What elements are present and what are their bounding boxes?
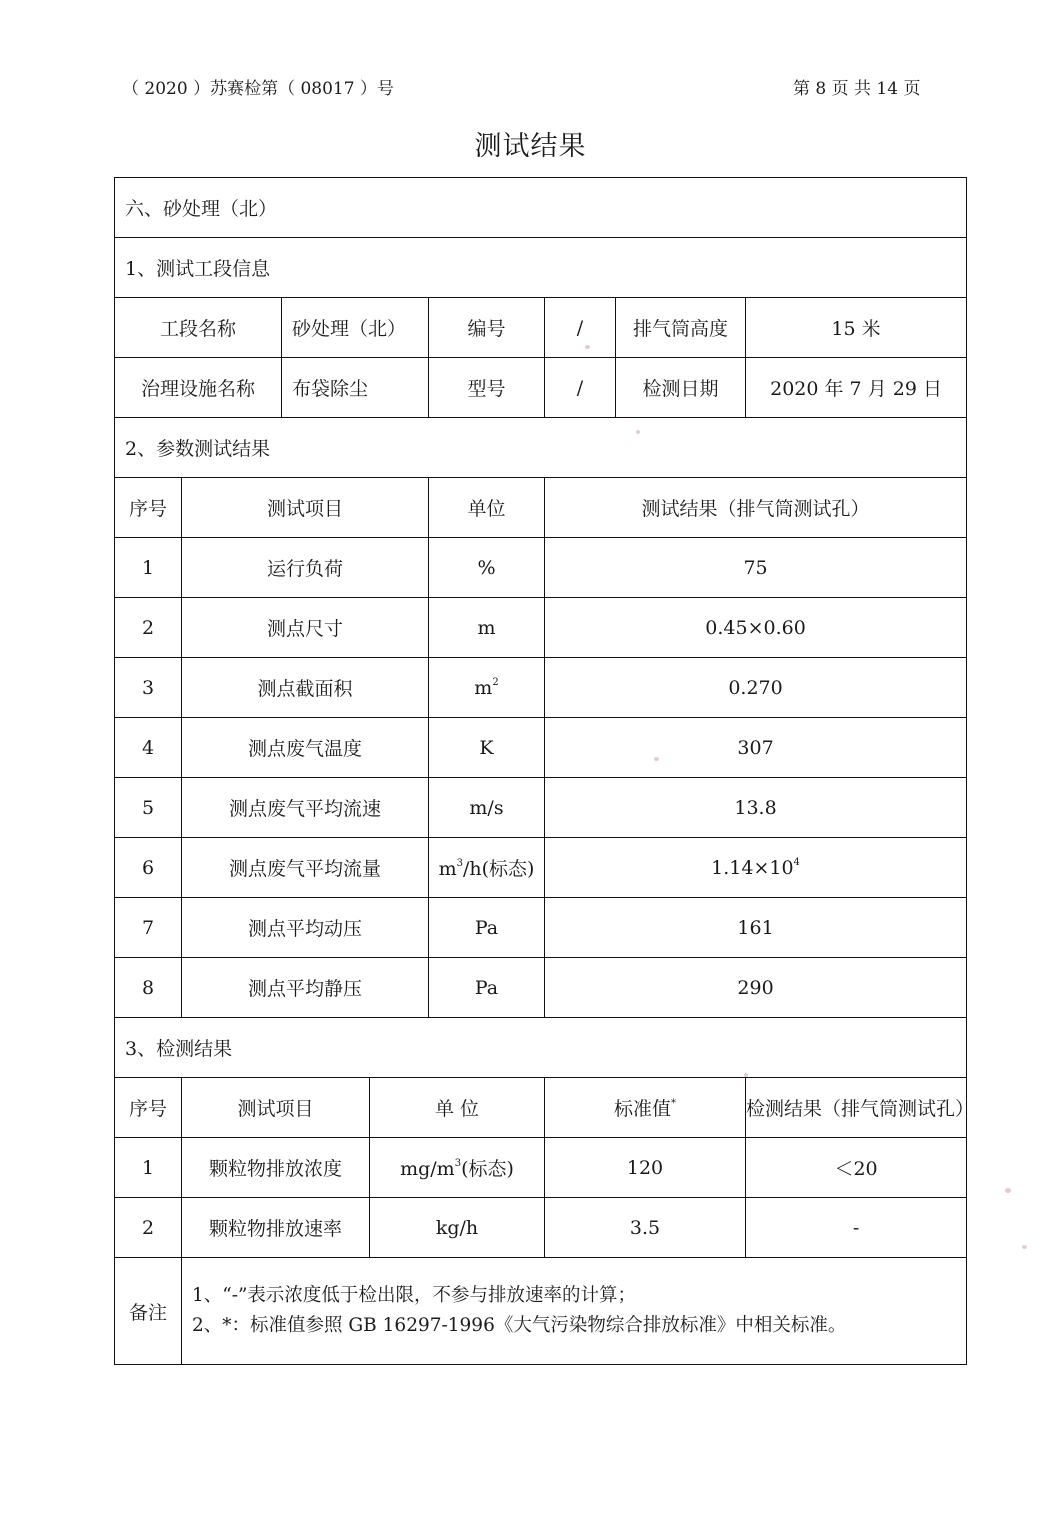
row-result: -: [746, 1198, 967, 1258]
row-item: 测点废气平均流量: [182, 838, 429, 898]
table-row: [115, 1138, 967, 1198]
column-header: 单 位: [370, 1078, 545, 1138]
row-number: 1: [115, 1138, 182, 1198]
row-number: 8: [115, 958, 182, 1018]
row-item: 测点废气温度: [182, 718, 429, 778]
table-row: [115, 778, 967, 838]
info-label: 检测日期: [616, 358, 746, 418]
row-number: 2: [115, 1198, 182, 1258]
note-line: 2、*：标准值参照 GB 16297-1996《大气污染物综合排放标准》中相关标准。: [192, 1315, 847, 1336]
row-item: 测点平均动压: [182, 898, 429, 958]
scan-stain: [744, 1073, 748, 1077]
detect-heading: 3、检测结果: [115, 1018, 967, 1078]
page-info: 第 8 页 共 14 页: [793, 79, 921, 99]
row-unit: Pa: [429, 898, 545, 958]
row-item: 测点平均静压: [182, 958, 429, 1018]
params-heading: 2、参数测试结果: [115, 418, 967, 478]
params-header-row: [115, 478, 967, 538]
column-header: 单位: [429, 478, 545, 538]
row-unit: K: [429, 718, 545, 778]
info-value: 2020 年 7 月 29 日: [746, 358, 967, 418]
column-header: 测试项目: [182, 1078, 370, 1138]
column-header: 测试结果（排气筒测试孔）: [545, 478, 967, 538]
row-number: 3: [115, 658, 182, 718]
table-row: [115, 538, 967, 598]
row-number: 2: [115, 598, 182, 658]
notes-label: 备注: [115, 1258, 182, 1365]
row-item: 颗粒物排放速率: [182, 1198, 370, 1258]
row-unit: kg/h: [370, 1198, 545, 1258]
info-label: 型号: [429, 358, 545, 418]
info-row-2: [115, 358, 967, 418]
column-header: 检测结果（排气筒测试孔）: [746, 1078, 967, 1138]
row-item: 测点废气平均流速: [182, 778, 429, 838]
table-row: [115, 958, 967, 1018]
row-standard: 3.5: [545, 1198, 746, 1258]
column-header: 标准值*: [545, 1078, 746, 1138]
notes-row: [115, 1258, 967, 1365]
row-unit: m: [429, 598, 545, 658]
row-value: 0.45×0.60: [545, 598, 967, 658]
row-number: 1: [115, 538, 182, 598]
row-item: 测点截面积: [182, 658, 429, 718]
info-heading: 1、测试工段信息: [115, 238, 967, 298]
result-table: [114, 177, 975, 1365]
section-title: 六、砂处理（北）: [115, 178, 967, 238]
notes-content: [182, 1258, 967, 1365]
info-value: 15 米: [746, 298, 967, 358]
column-header: 序号: [115, 1078, 182, 1138]
scan-stain: [654, 757, 659, 761]
info-value: /: [545, 358, 616, 418]
note-line: 1、“-”表示浓度低于检出限，不参与排放速率的计算；: [192, 1285, 636, 1306]
row-item: 运行负荷: [182, 538, 429, 598]
row-result: ＜20: [746, 1138, 967, 1198]
info-label: 治理设施名称: [115, 358, 282, 418]
row-value: 13.8: [545, 778, 967, 838]
detect-header-row: [115, 1078, 967, 1138]
row-number: 4: [115, 718, 182, 778]
table-row: [115, 898, 967, 958]
row-value: 161: [545, 898, 967, 958]
row-unit: %: [429, 538, 545, 598]
info-value: /: [545, 298, 616, 358]
column-header: 测试项目: [182, 478, 429, 538]
info-label: 工段名称: [115, 298, 282, 358]
info-value: 砂处理（北）: [282, 298, 429, 358]
row-unit: m/s: [429, 778, 545, 838]
table-row: [115, 598, 967, 658]
row-unit: Pa: [429, 958, 545, 1018]
table-row: [115, 838, 967, 898]
row-unit: $mg/m^3$(标态): [370, 1138, 545, 1198]
scan-stain: [1022, 1245, 1027, 1249]
row-item: 测点尺寸: [182, 598, 429, 658]
row-value: 0.270: [545, 658, 967, 718]
row-value: $1.14\times 10^4$: [545, 838, 967, 898]
row-item: 颗粒物排放浓度: [182, 1138, 370, 1198]
row-unit: $m^3/h$(标态): [429, 838, 545, 898]
table-row: [115, 718, 967, 778]
row-value: 75: [545, 538, 967, 598]
info-label: 排气筒高度: [616, 298, 746, 358]
row-number: 7: [115, 898, 182, 958]
info-row-1: [115, 298, 967, 358]
scan-stain: [1005, 1188, 1011, 1193]
row-number: 6: [115, 838, 182, 898]
scan-stain: [585, 345, 590, 349]
row-unit: $m^2$: [429, 658, 545, 718]
scan-stain: [636, 430, 640, 434]
report-number: （ 2020 ）苏赛检第（ 08017 ）号: [122, 79, 394, 99]
row-number: 5: [115, 778, 182, 838]
info-value: 布袋除尘: [282, 358, 429, 418]
row-value: 307: [545, 718, 967, 778]
row-standard: 120: [545, 1138, 746, 1198]
table-row: [115, 1198, 967, 1258]
column-header: 序号: [115, 478, 182, 538]
table-row: [115, 658, 967, 718]
row-value: 290: [545, 958, 967, 1018]
page-title: 测试结果: [474, 131, 587, 162]
info-label: 编号: [429, 298, 545, 358]
